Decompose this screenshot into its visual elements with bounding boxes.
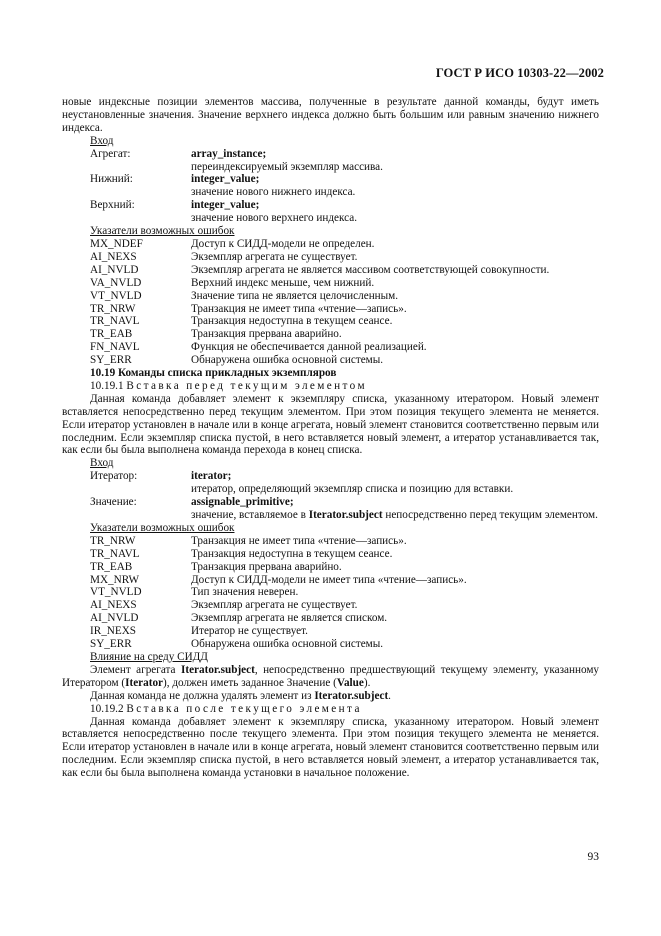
error-row — [62, 264, 599, 277]
error-code: AI_NVLD — [90, 263, 139, 276]
param-type: assignable_primitive; — [191, 496, 294, 509]
error-text: Экземпляр агрегата не существует. — [191, 250, 358, 263]
error-row — [62, 638, 599, 651]
error-text: Транзакция недоступна в текущем сеансе. — [191, 547, 393, 560]
subsection-title: Вставка перед текущим элементом — [126, 379, 367, 392]
error-text: Транзакция не имеет типа «чтение—запись». — [191, 302, 407, 315]
error-text: Доступ к СИДД-модели не имеет типа «чтение—запись». — [191, 573, 467, 586]
error-row — [62, 354, 599, 367]
error-row — [62, 238, 599, 251]
param-desc-row — [62, 212, 599, 225]
param-desc-text: значение, вставляемое в — [191, 509, 309, 521]
effect-bold: Iterator.subject — [180, 663, 255, 676]
error-row — [62, 599, 599, 612]
error-code: SY_ERR — [90, 354, 132, 367]
error-row — [62, 303, 599, 316]
effect-text: , непосредственно предшествующий текущему элементу, указанному Итератором ( — [62, 663, 600, 689]
error-code: VA_NVLD — [90, 276, 142, 289]
error-code: TR_EAB — [90, 328, 133, 341]
subsection-title: Вставка после текущего элемента — [126, 702, 362, 715]
input-label: Вход — [90, 457, 114, 470]
param-desc-row — [62, 509, 599, 522]
param-name: Значение: — [90, 496, 137, 509]
param-desc: итератор, определяющий экземпляр списка и позицию для вставки. — [191, 483, 514, 496]
error-code: AI_NVLD — [90, 612, 139, 625]
effect-text: Данная команда не должна удалять элемент из — [90, 689, 315, 702]
error-code: TR_NRW — [90, 534, 136, 547]
subsection-heading — [62, 380, 599, 393]
error-text: Транзакция прервана аварийно. — [191, 328, 342, 341]
param-desc: переиндексируемый экземпляр массива. — [191, 160, 383, 173]
error-row — [62, 574, 599, 587]
error-row — [62, 290, 599, 303]
error-code: MX_NDEF — [90, 237, 143, 250]
param-row — [62, 496, 599, 509]
subsection-paragraph: Данная команда добавляет элемент к экземпляру списка, указанному итератором. Новый элемент вставляется непосредственно после текущего элемента. При этом позиция текущего элемента не меняется. Если итератор установлен в начале или в конце агрегата, новый элемент становится соответственно первым или последним. Если экземпляр списка пустой, в него вставляется новый элемент, а итератор устанавливается так, как если бы была выполнена команда установки в начальное положение. — [62, 715, 599, 780]
error-row — [62, 328, 599, 341]
effect-text: ). — [363, 676, 371, 689]
error-text: Обнаружена ошибка основной системы. — [191, 354, 384, 367]
subsection-number: 10.19.1 — [90, 379, 124, 392]
error-code: AI_NEXS — [90, 250, 137, 263]
errors-label: Указатели возможных ошибок — [90, 521, 235, 534]
param-name: Верхний: — [90, 199, 135, 212]
error-row — [62, 315, 599, 328]
error-row — [62, 561, 599, 574]
param-type: integer_value; — [191, 173, 260, 186]
effect-paragraph — [62, 690, 599, 703]
param-name: Агрегат: — [90, 147, 131, 160]
param-type: integer_value; — [191, 199, 260, 212]
subsection-heading — [62, 703, 599, 716]
error-text: Транзакция не имеет типа «чтение—запись». — [191, 534, 407, 547]
param-name: Нижний: — [90, 173, 133, 186]
param-desc — [191, 509, 599, 522]
param-row — [62, 199, 599, 212]
page-number: 93 — [587, 851, 599, 863]
effect-bold: Value — [336, 676, 364, 689]
error-code: VT_NVLD — [90, 289, 142, 302]
error-text: Экземпляр агрегата не является массивом соответствующей совокупности. — [191, 263, 550, 276]
error-code: TR_NAVL — [90, 547, 140, 560]
error-text: Верхний индекс меньше, чем нижний. — [191, 276, 375, 289]
page-content — [62, 96, 599, 780]
error-row — [62, 341, 599, 354]
effect-text: . — [388, 689, 391, 702]
error-code: FN_NAVL — [90, 341, 140, 354]
error-row — [62, 625, 599, 638]
error-text: Обнаружена ошибка основной системы. — [191, 638, 384, 651]
subsection-number: 10.19.2 — [90, 702, 124, 715]
error-text: Экземпляр агрегата не существует. — [191, 599, 358, 612]
error-row — [62, 612, 599, 625]
error-row — [62, 586, 599, 599]
error-text: Функция не обеспечивается данной реализацией. — [191, 341, 427, 354]
error-code: TR_EAB — [90, 560, 133, 573]
error-code: MX_NRW — [90, 573, 140, 586]
error-row — [62, 251, 599, 264]
param-type: iterator; — [191, 470, 232, 483]
error-text: Экземпляр агрегата не является списком. — [191, 612, 388, 625]
effect-text: ), должен иметь заданное Значение ( — [163, 676, 337, 689]
error-row — [62, 277, 599, 290]
error-row — [62, 535, 599, 548]
page-header: ГОСТ Р ИСО 10303-22—2002 — [435, 66, 604, 80]
param-type: array_instance; — [191, 147, 267, 160]
error-text: Значение типа не является целочисленным. — [191, 289, 399, 302]
effect-bold: Iterator — [125, 676, 164, 689]
error-text: Тип значения неверен. — [191, 586, 299, 599]
error-text: Итератор не существует. — [191, 625, 308, 638]
subsection-paragraph: Данная команда добавляет элемент к экземпляру списка, указанному итератором. Новый элемент вставляется непосредственно перед текущим элементом. При этом позиция текущего элемента не меняется. Если итератор установлен в начале или в конце агрегата, новый элемент становится соответственно первым или последним. Если экземпляр списка пустой, в него вставляется новый элемент, а итератор устанавливается так, как если бы была выполнена команда перехода в конец списка. — [62, 392, 599, 457]
param-desc-bold: Iterator.subject — [308, 509, 383, 521]
param-row — [62, 173, 599, 186]
intro-paragraph: новые индексные позиции элементов массива, полученные в результате данной команды, будут иметь неустановленные значения. Значение верхнего индекса должно быть большим или равным значению нижнего индекса. — [62, 96, 599, 134]
error-text: Доступ к СИДД-модели не определен. — [191, 237, 375, 250]
error-row — [62, 548, 599, 561]
effect-text: Элемент агрегата — [90, 663, 181, 676]
param-row — [62, 148, 599, 161]
param-desc-text: непосредственно перед текущим элементом. — [382, 509, 598, 521]
error-code: TR_NRW — [90, 302, 136, 315]
param-desc-row — [62, 186, 599, 199]
error-code: SY_ERR — [90, 638, 132, 651]
error-text: Транзакция прервана аварийно. — [191, 560, 342, 573]
param-row — [62, 470, 599, 483]
error-text: Транзакция недоступна в текущем сеансе. — [191, 315, 393, 328]
param-desc-row — [62, 161, 599, 174]
effect-label: Влияние на среду СИДД — [90, 650, 208, 663]
errors-label: Указатели возможных ошибок — [90, 225, 235, 238]
param-desc: значение нового нижнего индекса. — [191, 186, 356, 199]
error-code: AI_NEXS — [90, 599, 137, 612]
param-name: Итератор: — [90, 470, 138, 483]
section-title: 10.19 Команды списка прикладных экземпляров — [90, 367, 337, 380]
error-code: IR_NEXS — [90, 625, 136, 638]
param-desc-row — [62, 483, 599, 496]
error-code: VT_NVLD — [90, 586, 142, 599]
input-label: Вход — [90, 134, 114, 147]
effect-paragraph — [62, 664, 599, 690]
error-code: TR_NAVL — [90, 315, 140, 328]
param-desc: значение нового верхнего индекса. — [191, 212, 358, 225]
effect-bold: Iterator.subject — [314, 689, 389, 702]
